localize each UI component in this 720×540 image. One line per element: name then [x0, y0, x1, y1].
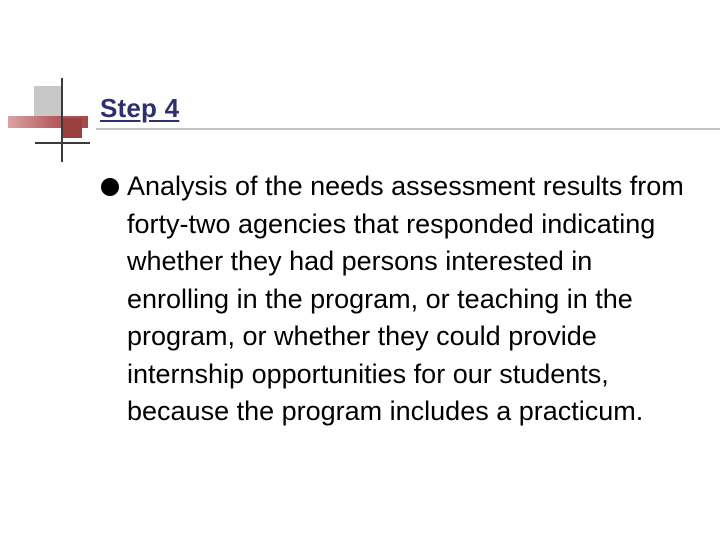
ornament-dark-red-square [62, 118, 82, 138]
ornament-horizontal-line [35, 142, 90, 144]
slide-title: Step 4 [100, 93, 180, 123]
ornament-gray-square [34, 86, 62, 119]
bullet-list [101, 168, 701, 431]
bullet-icon [101, 178, 119, 196]
corner-ornament [0, 0, 110, 170]
ornament-vertical-line [61, 78, 63, 162]
title-divider [96, 128, 720, 130]
bullet-text: Analysis of the needs assessment results from forty-two agencies that responded indicating whether they had persons interested in enrolling in the program, or teaching in the program, or whether they could provide internship opportunities for our students, because the program includes a practicum. [127, 171, 684, 426]
